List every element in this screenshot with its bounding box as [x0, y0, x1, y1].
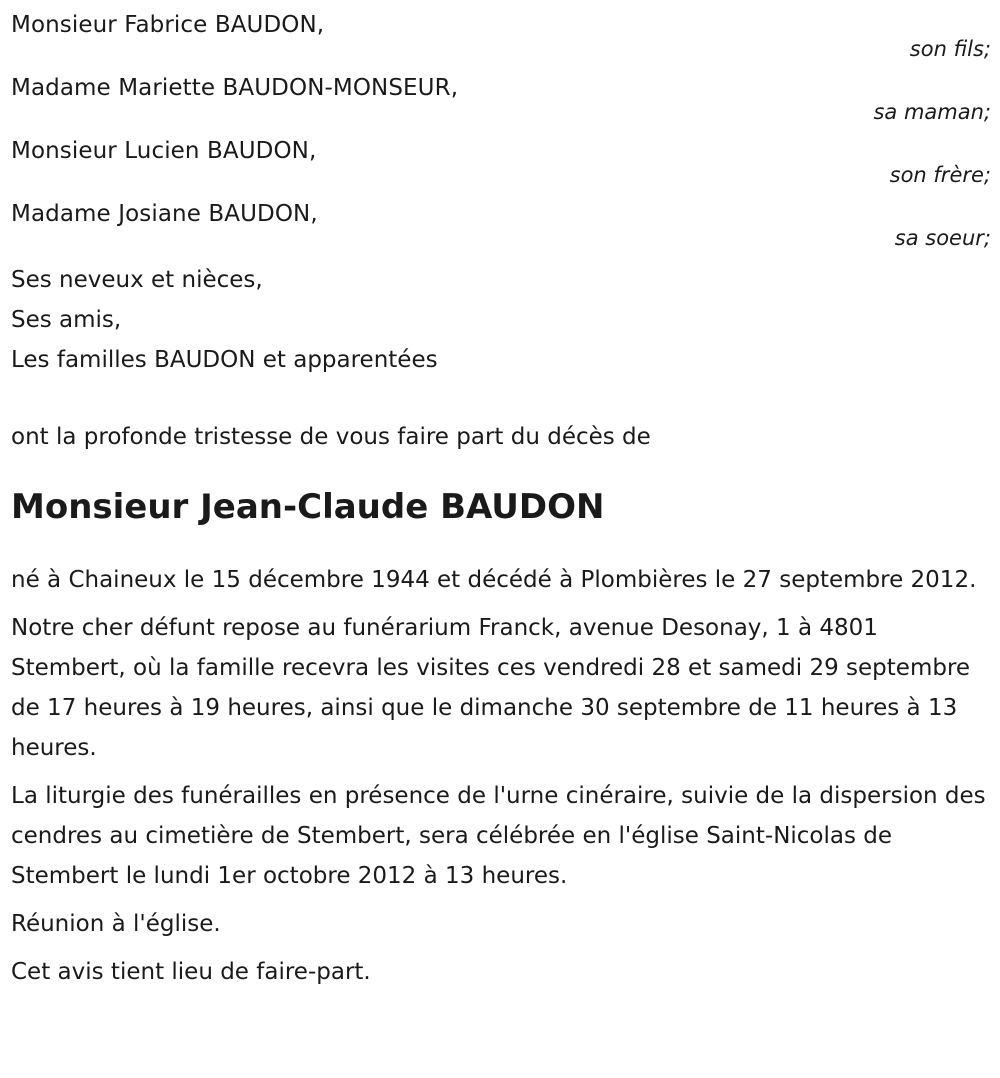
- family-member-name: Madame Mariette BAUDON-MONSEUR,: [11, 75, 459, 101]
- other-mourners-line: Ses neveux et nièces,: [11, 267, 263, 293]
- family-member-relation: sa soeur;: [894, 226, 991, 250]
- obituary-notice: [11, 8, 991, 992]
- family-entry-son: [11, 8, 991, 71]
- birth-death-paragraph: né à Chaineux le 15 décembre 1944 et décédé à Plombières le 27 septembre 2012.: [11, 567, 977, 593]
- family-member-relation: son frère;: [889, 163, 991, 187]
- announcement-text: ont la profonde tristesse de vous faire part du décès de: [11, 424, 651, 450]
- family-member-name: Monsieur Lucien BAUDON,: [11, 138, 317, 164]
- family-member-name: Monsieur Fabrice BAUDON,: [11, 12, 325, 38]
- visitation-paragraph: Notre cher défunt repose au funérarium Franck, avenue Desonay, 1 à 4801 Stembert, où la famille recevra les visites ces vendredi 28 et samedi 29 septembre de 17 heures à 19 heures, ainsi que le dimanche 30 septembre de 11 heures à 13 heures.: [11, 615, 971, 761]
- other-mourners-line: Ses amis,: [11, 307, 122, 333]
- family-member-relation: sa maman;: [873, 100, 991, 124]
- other-mourners-line: Les familles BAUDON et apparentées: [11, 347, 438, 373]
- family-member-relation: son fils;: [909, 37, 991, 61]
- family-entry-mother: [11, 71, 991, 134]
- meeting-paragraph: Réunion à l'église.: [11, 911, 221, 937]
- other-mourners: [11, 260, 991, 380]
- family-entry-sister: [11, 197, 991, 260]
- family-entry-brother: [11, 134, 991, 197]
- notice-paragraph: Cet avis tient lieu de faire-part.: [11, 959, 371, 985]
- deceased-name: Monsieur Jean-Claude BAUDON: [11, 487, 605, 527]
- liturgy-paragraph: La liturgie des funérailles en présence de l'urne cinéraire, suivie de la dispersion des cendres au cimetière de Stembert, sera célébrée en l'église Saint-Nicolas de Stembert le lundi 1er octobre 2012 à 13 heures.: [11, 783, 986, 889]
- family-member-name: Madame Josiane BAUDON,: [11, 201, 318, 227]
